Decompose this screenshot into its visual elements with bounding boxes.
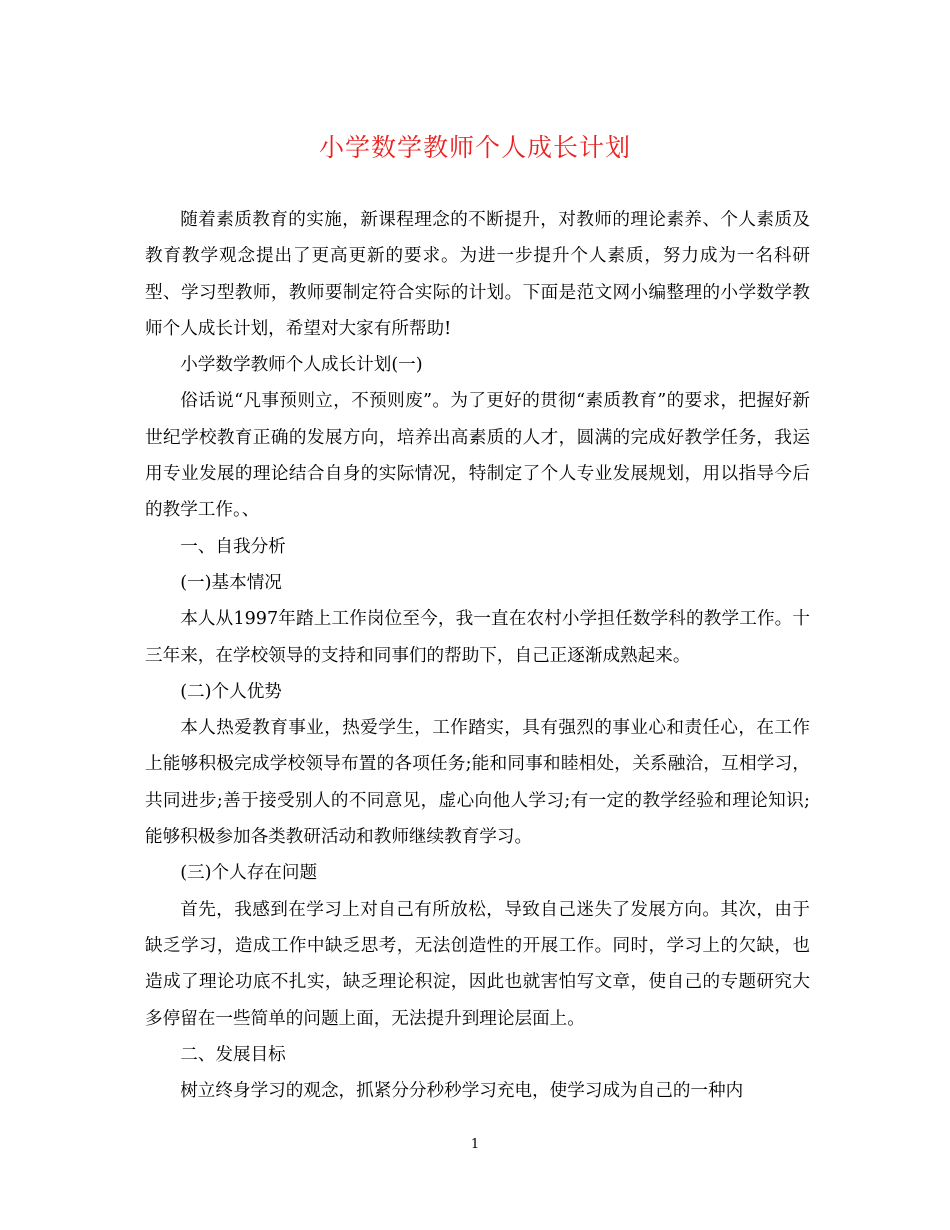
paragraph-existing-problems: 首先，我感到在学习上对自己有所放松，导致自己迷失了发展方向。其次，由于缺乏学习，造成工作中缺乏思考，无法创造性的开展工作。同时，学习上的欠缺，也造成了理论功底不扎实，缺乏理论积淀，因此也就害怕写文章，使自己的专题研究大多停留在一些简单的问题上面，无法提升到理论层面上。 <box>145 899 810 1029</box>
paragraph-proverb: 俗话说“凡事预则立，不预则废”。为了更好的贯彻“素质教育”的要求，把握好新世纪学校教育正确的发展方向，培养出高素质的人才，圆满的完成好教学任务，我运用专业发展的理论结合自身的实际情况，特制定了个人专业发展规划，用以指导今后的教学工作。、 <box>145 391 810 521</box>
paragraph-plan-heading: 小学数学教师个人成长计划(一) <box>180 355 423 376</box>
paragraph-personal-strengths: 本人热爱教育事业，热爱学生，工作踏实，具有强烈的事业心和责任心，在工作上能够积极完成学校领导布置的各项任务;能和同事和睦相处，关系融洽，互相学习，共同进步;善于接受别人的不同意见，虚心向他人学习;有一定的教学经验和理论知识;能够积极参加各类教研活动和教师继续教育学习。 <box>145 718 810 848</box>
subheading-personal-strengths: (二)个人优势 <box>180 681 282 702</box>
paragraph-development-goals: 树立终身学习的观念，抓紧分分秒秒学习充电，使学习成为自己的一种内 <box>180 1081 744 1102</box>
section-heading-development-goals: 二、发展目标 <box>180 1044 286 1065</box>
paragraph-intro: 随着素质教育的实施，新课程理念的不断提升，对教师的理论素养、个人素质及教育教学观念提出了更高更新的要求。为进一步提升个人素质，努力成为一名科研型、学习型教师，教师要制定符合实际的计划。下面是范文网小编整理的小学数学教师个人成长计划，希望对大家有所帮助! <box>145 210 810 339</box>
subheading-basic-situation: (一)基本情况 <box>180 572 282 593</box>
paragraph-basic-situation: 本人从1997年踏上工作岗位至今，我一直在农村小学担任数学科的教学工作。十三年来，在学校领导的支持和同事们的帮助下，自己正逐渐成熟起来。 <box>145 609 810 666</box>
subheading-existing-problems: (三)个人存在问题 <box>180 863 318 884</box>
document-body <box>145 202 810 1109</box>
document-title: 小学数学教师个人成长计划 <box>318 133 631 162</box>
page-number: 1 <box>470 1137 480 1152</box>
section-heading-self-analysis: 一、自我分析 <box>180 536 286 557</box>
